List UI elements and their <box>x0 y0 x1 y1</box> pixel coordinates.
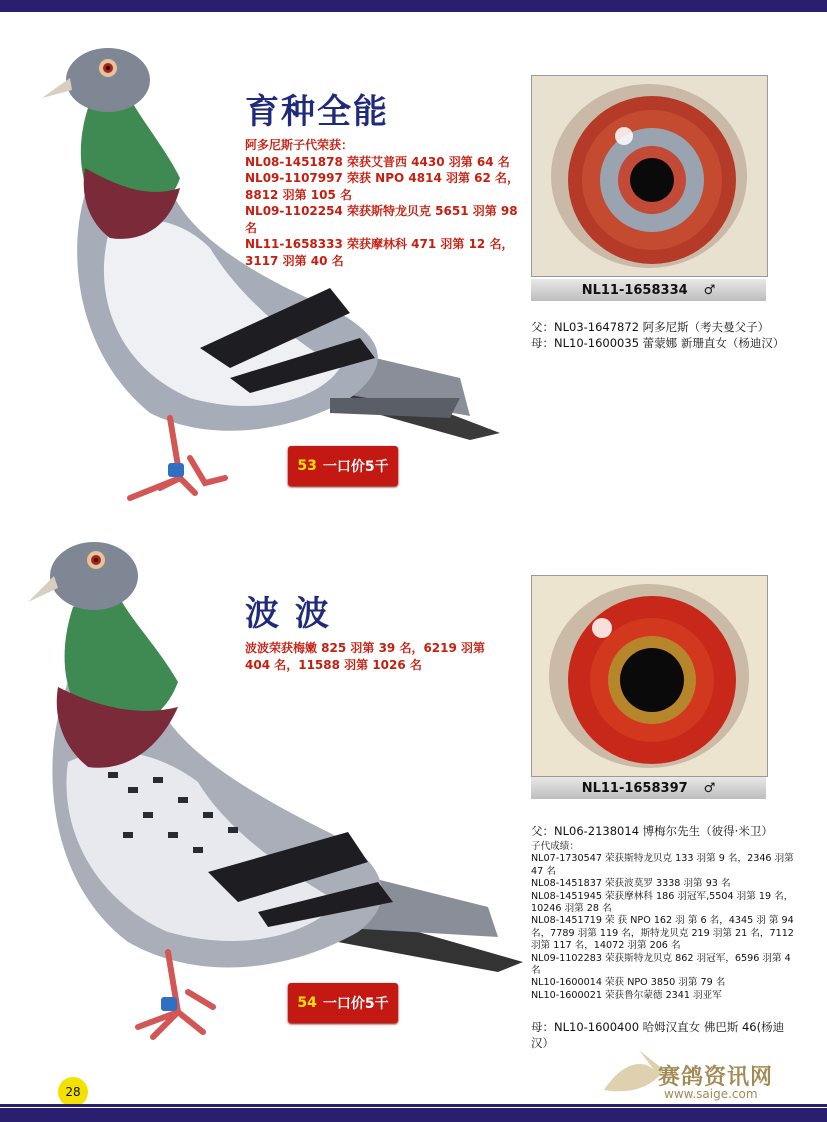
achievement-line: NL08-1451878 荣获艾普西 4430 羽第 64 名 <box>245 154 510 169</box>
bird1-achievements <box>245 137 530 269</box>
eye-photo-1 <box>531 75 768 277</box>
ring-number: NL11-1658334 <box>581 282 688 298</box>
male-symbol-icon: ♂ <box>703 282 716 298</box>
achievement-line: 波波荣获梅嫩 825 羽第 39 名，6219 羽第 404 名，11588 羽第 1026 名 <box>245 641 486 672</box>
bird1-father: 父：NL03-1647872 阿多尼斯（考夫曼父子） <box>531 320 770 334</box>
achievement-line: NL11-1658333 荣获摩林科 471 羽第 12 名，3117 羽第 40 名 <box>245 237 514 268</box>
bird1-price-tag <box>288 446 398 486</box>
achievement-line: 阿多尼斯子代荣获： <box>245 138 354 152</box>
offspring-line: NL07-1730547 荣获斯特龙贝克 133 羽第 9 名，2346 羽第 47 名 <box>531 853 794 877</box>
price-text: 一口价5千 <box>322 459 389 475</box>
ring-number: NL11-1658397 <box>581 780 688 796</box>
bottom-band <box>0 1108 827 1122</box>
bird1-mother: 母：NL10-1600035 蕾蒙娜 新珊直女（杨迪汉） <box>531 336 785 350</box>
bird2-mother: 母：NL10-1600400 哈姆汉直女 佛巴斯 46(杨迪汉） <box>531 1020 785 1050</box>
offspring-line: NL08-1451719 荣 获 NPO 162 羽 第 6 名，4345 羽 第 94 名，7789 羽第 119 名，斯特龙贝克 219 羽第 21 名，7112 羽第 117 名，14072 羽第 206 名 <box>531 915 794 952</box>
bird2-achievements <box>245 640 510 673</box>
watermark-url: www.saige.com <box>664 1087 758 1101</box>
bird2-offspring <box>531 841 796 1002</box>
bird2-ring-label <box>531 777 766 799</box>
bird2-title: 波 波 <box>245 594 331 634</box>
bird1-title: 育种全能 <box>245 92 389 132</box>
offspring-line: NL10-1600014 荣获 NPO 3850 羽第 79 名 <box>531 977 726 989</box>
achievement-line: NL09-1102254 荣获斯特龙贝克 5651 羽第 98 名 <box>245 204 518 235</box>
price-text: 一口价5千 <box>322 996 389 1012</box>
watermark-name: 赛鸽资讯网 <box>658 1065 774 1090</box>
bird2-father: 父：NL06-2138014 博梅尔先生（彼得·米卫） <box>531 824 773 838</box>
offspring-line: NL08-1451837 荣获波莫罗 3338 羽第 93 名 <box>531 878 731 890</box>
lot-number: 53 <box>297 458 317 474</box>
bird1-ring-label <box>531 279 766 301</box>
bird2-price-tag <box>288 983 398 1023</box>
page-number: 28 <box>58 1077 88 1107</box>
offspring-line: NL09-1102283 荣获斯特龙贝克 862 羽冠军，6596 羽第 4 名 <box>531 952 791 977</box>
offspring-line: NL08-1451945 荣获摩林科 186 羽冠军,5504 羽第 19 名，10246 羽第 28 名 <box>531 890 794 915</box>
male-symbol-icon: ♂ <box>703 780 716 796</box>
achievement-line: NL09-1107997 荣获 NPO 4814 羽第 62 名，8812 羽第 105 名 <box>245 171 520 202</box>
top-band <box>0 0 827 12</box>
offspring-heading: 子代成绩： <box>531 841 579 852</box>
offspring-line: NL10-1600021 荣获鲁尔蒙德 2341 羽亚军 <box>531 989 722 1001</box>
lot-number: 54 <box>297 995 317 1011</box>
eye-photo-2 <box>531 575 768 777</box>
